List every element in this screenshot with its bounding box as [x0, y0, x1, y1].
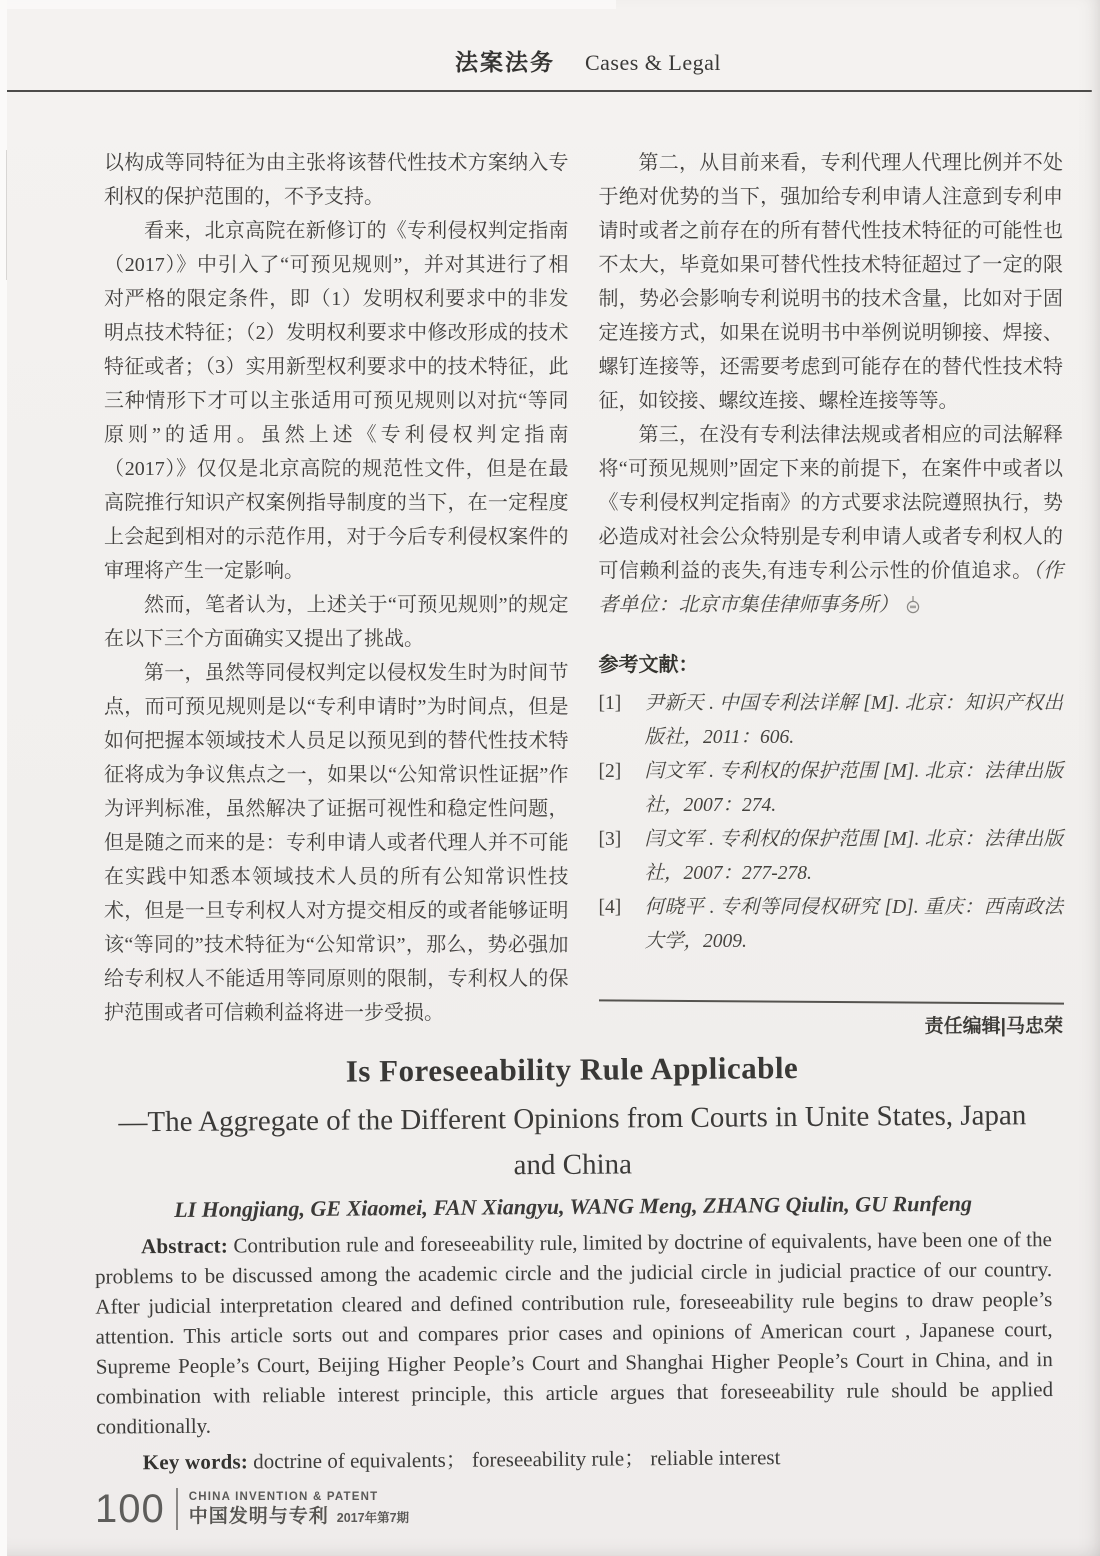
page-header	[0, 0, 1100, 92]
keywords-paragraph	[96, 1440, 1053, 1478]
author-affiliation: （作者单位：北京市集佳律师事务所）	[598, 560, 1064, 616]
abstract-paragraph	[95, 1224, 1054, 1442]
closing-paragraph	[599, 418, 1064, 622]
reference-item	[599, 823, 1064, 891]
header-rule	[3, 90, 1092, 92]
authors-line: LI Hongjiang, GE Xiaomei, FAN Xiangyu, WANG Meng, ZHANG Qiulin, GU Runfeng	[174, 1190, 973, 1222]
references-heading: 参考文献：	[598, 654, 699, 676]
article-title-english: Is Foreseeability Rule Applicable	[345, 1050, 799, 1089]
journal-identity	[189, 1492, 409, 1526]
reference-marker: [1]	[598, 693, 622, 714]
reference-item	[599, 891, 1064, 959]
article-body	[0, 146, 1100, 1038]
keywords-text: doctrine of equivalents； foreseeability rule； reliable interest	[247, 1445, 781, 1474]
editor-rule	[598, 999, 1063, 1004]
article-subtitle-english: —The Aggregate of the Different Opinions from Courts in Unite States, Japan and China	[118, 1099, 1027, 1182]
reference-text: 尹新天 . 中国专利法详解 [M]. 北京：知识产权出版社，2011：606.	[644, 693, 1063, 748]
reference-text: 闫文军 . 专利权的保护范围 [M]. 北京：法律出版社，2007：277-278.	[644, 829, 1063, 884]
keywords-label: Key words:	[142, 1449, 249, 1475]
journal-name-chinese: 中国发明与专利	[188, 1505, 329, 1527]
reference-item	[599, 687, 1064, 755]
journal-name-english: CHINA INVENTION & PATENT	[188, 1491, 379, 1504]
reference-marker: [2]	[598, 761, 622, 782]
footer-divider	[176, 1488, 178, 1530]
right-column	[599, 146, 1064, 1038]
abstract-label: Abstract:	[140, 1233, 229, 1259]
section-title-chinese: 法案法务	[454, 49, 555, 75]
page-footer	[95, 1488, 409, 1530]
section-title	[455, 44, 721, 77]
paragraph: 第二，从目前来看，专利代理人代理比例并不处于绝对优势的当下，强加给专利申请人注意到专利申请时或者之前存在的所有替代性技术特征的可能性也不太大，毕竟如果可替代性技术特征超过了一定的限制，势必会影响专利说明书的技术含量，比如对于固定连接方式，如果在说明书中举例说明铆接、焊接、螺钉连接等，还需要考虑到可能存在的替代性技术特征，如铰接、螺纹连接、螺栓连接等等。	[598, 152, 1063, 412]
abstract-text: Contribution rule and foreseeability rule, limited by doctrine of equivalents, have been one of the problems to be discussed among the academic circle and the judicial circle in judicial practice of our country. After judicial interpretation cleared and defined contribution rule, foreseeability rule begins to draw people’s attention. This article sorts out and compares prior cases and opinions of American court , Japanese court, Supreme People’s Court, Beijing Higher People’s Court and Shanghai Higher People’s Court in China, and in combination with reliable interest principle, this article argues that foreseeability rule should be applied conditionally.	[95, 1227, 1054, 1439]
reference-item	[599, 755, 1064, 823]
reference-text: 闫文军 . 专利权的保护范围 [M]. 北京：法律出版社，2007：274.	[644, 761, 1063, 816]
reference-text: 何晓平 . 专利等同侵权研究 [D]. 重庆：西南政法大学，2009.	[644, 897, 1063, 952]
section-title-english: Cases & Legal	[584, 50, 722, 75]
journal-name-line	[189, 1507, 409, 1526]
article-end-icon	[905, 596, 921, 614]
paragraph: 第一，虽然等同侵权判定以侵权发生时为时间节点，而可预见规则是以“专利申请时”为时间点，但是如何把握本领域技术人员足以预见到的替代性技术特征将成为争议焦点之一，如果以“公知常识性证据”作为评判标准，虽然解决了证据可视性和稳定性问题，但是随之而来的是：专利申请人或者代理人并不可能在实践中知悉本领域技术人员的所有公知常识性技术，但是一旦专利权人对方提交相反的或者能够证明该“等同的”技术特征为“公知常识”，那么，势必强加给专利权人不能适用等同原则的限制，专利权人的保护范围或者可信赖利益将进一步受损。	[104, 662, 569, 1024]
left-column	[104, 146, 569, 1038]
editor-credit	[599, 1001, 1064, 1038]
paragraph: 看来，北京高院在新修订的《专利侵权判定指南（2017）》中引入了“可预见规则”，并对其进行了相对严格的限定条件，即（1）发明权利要求中的非发明点技术特征；（2）发明权利要求中修改形成的技术特征或者；（3）实用新型权利要求中的技术特征，此三种情形下才可以主张适用可预见规则以对抗“等同原则”的适用。虽然上述《专利侵权判定指南（2017）》仅仅是北京高院的规范性文件，但是在最高院推行知识产权案例指导制度的当下，在一定程度上会起到相对的示范作用，对于今后专利侵权案件的审理将产生一定影响。	[104, 220, 569, 582]
reference-marker: [4]	[598, 897, 622, 918]
scan-edge-top	[0, 0, 616, 9]
page-number: 100	[95, 1487, 165, 1531]
paragraph-continuation: 以构成等同特征为由主张将该替代性技术方案纳入专利权的保护范围的，不予支持。	[104, 152, 569, 208]
editor-name: 责任编辑|马忠荣	[924, 1016, 1063, 1037]
closing-text: 第三，在没有专利法律法规或者相应的司法解释将“可预见规则”固定下来的前提下，在案件中或者以《专利侵权判定指南》的方式要求法院遵照执行，势必造成对社会公众特别是专利申请人或者专利权人的可信赖利益的丧失,有违专利公示性的价值追求。	[598, 424, 1063, 582]
paragraph: 然而，笔者认为，上述关于“可预见规则”的规定在以下三个方面确实又提出了挑战。	[104, 594, 569, 650]
reference-marker: [3]	[598, 829, 622, 850]
issue-label: 2017年第7期	[336, 1510, 410, 1525]
english-abstract-section	[0, 1044, 1100, 1479]
